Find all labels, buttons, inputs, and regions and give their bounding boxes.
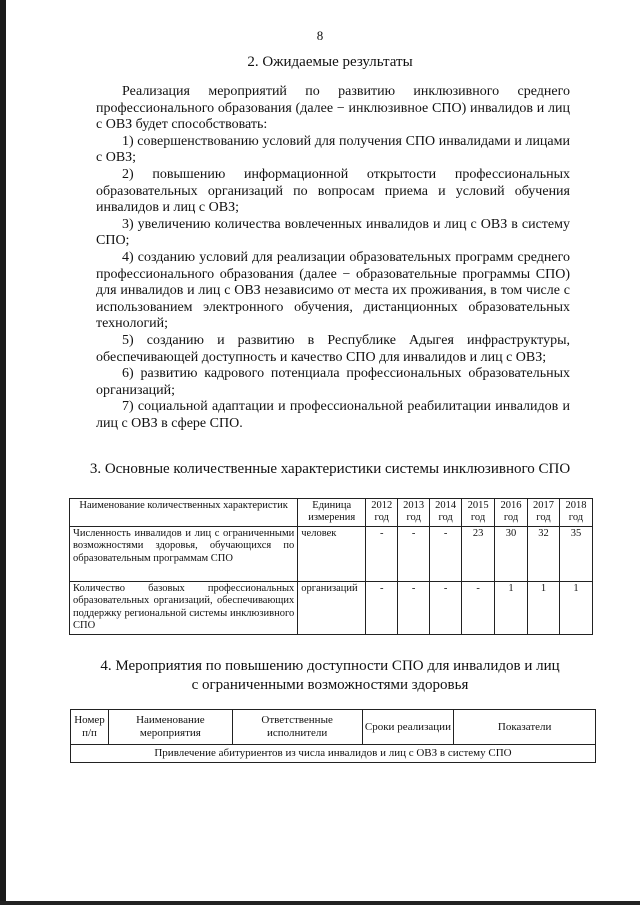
- row-value: 23: [462, 526, 495, 581]
- section-3-title: 3. Основные количественные характеристики системы инклюзивного СПО: [89, 461, 571, 477]
- section-4-title: [60, 657, 600, 695]
- row-value: -: [398, 581, 430, 634]
- row-value: -: [462, 581, 495, 634]
- header-responsible: Ответственные исполнители: [232, 710, 362, 745]
- row-value: 32: [528, 526, 560, 581]
- page-number: 8: [316, 28, 324, 43]
- row-value: -: [430, 526, 462, 581]
- table-section-row: [71, 745, 596, 763]
- row-unit: человек: [298, 526, 366, 581]
- section-2-body: [96, 84, 570, 432]
- row-value: 1: [528, 581, 560, 634]
- paragraph: 4) созданию условий для реализации образовательных программ среднего профессионального образования (далее − образовательные программы СПО) для инвалидов и лиц с ОВЗ независимо от места их проживания, в том числе с использованием электронного обучения, дистанционных образовательных технологий;: [96, 249, 570, 332]
- header-measure-name: Наименование мероприятия: [108, 710, 232, 745]
- header-year: 2015 год: [462, 499, 495, 527]
- section-row-label: Привлечение абитуриентов из числа инвалидов и лиц с ОВЗ в систему СПО: [71, 745, 596, 763]
- measures-table: [70, 709, 596, 763]
- header-year: 2013 год: [398, 499, 430, 527]
- table-header-row: [71, 710, 596, 745]
- row-value: 35: [559, 526, 592, 581]
- scan-edge-bottom: [0, 901, 640, 905]
- table-row: [70, 581, 593, 634]
- row-value: -: [398, 526, 430, 581]
- row-value: 30: [495, 526, 528, 581]
- row-value: -: [366, 526, 398, 581]
- row-value: 1: [495, 581, 528, 634]
- row-name: Количество базовых профессиональных образовательных организаций, обеспечивающих поддержку региональной системы инклюзивного СПО: [70, 581, 298, 634]
- header-year: 2014 год: [430, 499, 462, 527]
- characteristics-table: [69, 498, 593, 635]
- section-4-title-line2: с ограниченными возможностями здоровья: [191, 677, 469, 693]
- header-year: 2012 год: [366, 499, 398, 527]
- paragraph: 7) социальной адаптации и профессиональной реабилитации инвалидов и лиц с ОВЗ в сфере СПО.: [96, 399, 570, 431]
- header-number: Номер п/п: [71, 710, 109, 745]
- paragraph: 2) повышению информационной открытости профессиональных образовательных организаций по вопросам приема и условий обучения инвалидов и лиц с ОВЗ;: [96, 166, 570, 216]
- header-unit: Единица измерения: [298, 499, 366, 527]
- paragraph: 3) увеличению количества вовлеченных инвалидов и лиц с ОВЗ в систему СПО;: [96, 216, 570, 249]
- row-value: -: [366, 581, 398, 634]
- header-deadline: Сроки реализации: [362, 710, 454, 745]
- header-year: 2016 год: [495, 499, 528, 527]
- scan-edge-left: [0, 0, 6, 905]
- table-header-row: [70, 499, 593, 527]
- header-name: Наименование количественных характеристик: [70, 499, 298, 527]
- header-year: 2018 год: [559, 499, 592, 527]
- row-unit: организаций: [298, 581, 366, 634]
- section-4-title-line1: 4. Мероприятия по повышению доступности СПО для инвалидов и лиц: [100, 658, 560, 674]
- header-year: 2017 год: [528, 499, 560, 527]
- row-value: 1: [559, 581, 592, 634]
- paragraph: 6) развитию кадрового потенциала профессиональных образовательных организаций;: [96, 366, 570, 398]
- table-row: [70, 526, 593, 581]
- row-value: -: [430, 581, 462, 634]
- header-indicators: Показатели: [454, 710, 596, 745]
- paragraph: 5) созданию и развитию в Республике Адыгея инфраструктуры, обеспечивающей доступность и качество СПО для инвалидов и лиц с ОВЗ;: [96, 332, 570, 365]
- paragraph: 1) совершенствованию условий для получения СПО инвалидами и лицами с ОВЗ;: [96, 133, 570, 166]
- paragraph: Реализация мероприятий по развитию инклюзивного среднего профессионального образования (далее − инклюзивное СПО) инвалидов и лиц с ОВЗ будет способствовать:: [96, 84, 570, 133]
- row-name: Численность инвалидов и лиц с ограниченными возможностями здоровья, обучающихся по образовательным программам СПО: [70, 526, 298, 581]
- section-2-title: 2. Ожидаемые результаты: [247, 54, 413, 70]
